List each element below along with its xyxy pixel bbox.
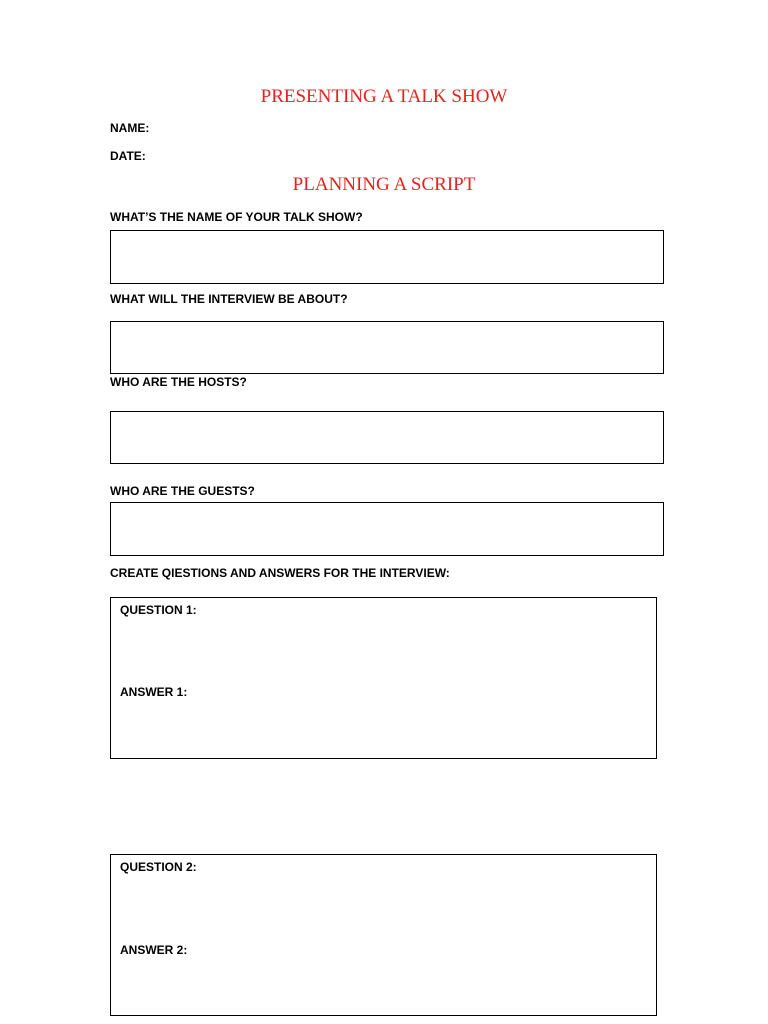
guests-answer-box[interactable] xyxy=(110,502,664,556)
interview-topic-answer-box[interactable] xyxy=(110,321,664,374)
prompt-hosts-label: WHO ARE THE HOSTS? xyxy=(110,375,247,389)
qa-box-2[interactable] xyxy=(110,854,657,1016)
question-1-label: QUESTION 1: xyxy=(120,603,197,617)
question-2-label: QUESTION 2: xyxy=(120,860,197,874)
hosts-answer-box[interactable] xyxy=(110,411,664,464)
date-label: DATE: xyxy=(110,149,146,163)
show-name-answer-box[interactable] xyxy=(110,230,664,284)
prompt-guests-label: WHO ARE THE GUESTS? xyxy=(110,484,255,498)
answer-1-label: ANSWER 1: xyxy=(120,685,188,699)
prompt-interview-topic-label: WHAT WILL THE INTERVIEW BE ABOUT? xyxy=(110,292,348,306)
name-label: NAME: xyxy=(110,121,150,135)
qa-box-1[interactable] xyxy=(110,597,657,759)
worksheet-title: PRESENTING A TALK SHOW xyxy=(260,86,508,107)
prompt-show-name-label: WHAT’S THE NAME OF YOUR TALK SHOW? xyxy=(110,210,363,224)
qa-instruction: CREATE QIESTIONS AND ANSWERS FOR THE INTERVIEW: xyxy=(110,566,450,580)
section-title: PLANNING A SCRIPT xyxy=(292,174,476,195)
answer-2-label: ANSWER 2: xyxy=(120,943,188,957)
